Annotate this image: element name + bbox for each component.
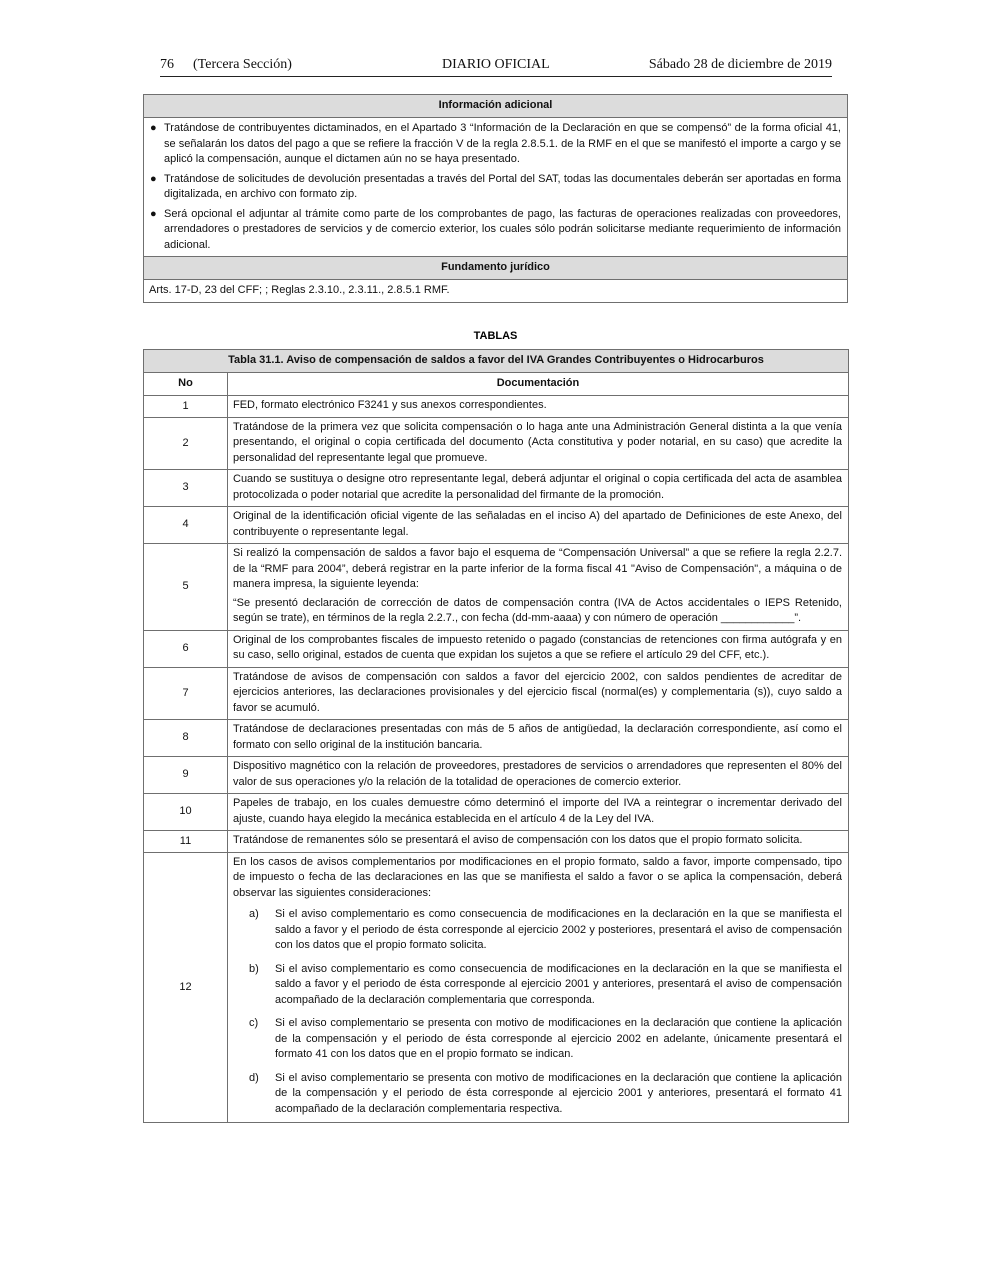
- sub-item-letter: b): [249, 962, 259, 975]
- table-row: [144, 470, 849, 507]
- info-heading: Información adicional: [144, 95, 848, 118]
- row-paragraph: Si realizó la compensación de saldos a favor bajo el esquema de “Compensación Universal” a que se refiere la regla 2.2.7. de la “RMF para 2004”, deberá registrar en la parte inferior de la forma fiscal 41 "Aviso de Compensación", a máquina o de manera impresa, la siguiente leyenda:: [233, 547, 842, 590]
- info-bullet: [150, 207, 841, 254]
- table-row: [144, 507, 849, 544]
- table-body: [144, 396, 849, 853]
- row-documentation: [228, 720, 849, 757]
- row-documentation: [228, 507, 849, 544]
- table-row: [144, 667, 849, 720]
- row-paragraph: “Se presentó declaración de corrección de datos de compensación contra (IVA de Actos accidentales o IEPS Retenido, según se trate), en términos de la regla 2.2.7., con fecha (dd-mm-aaaa) y con número de operación ____________”.: [233, 596, 842, 624]
- sub-item-text: Si el aviso complementario se presenta con motivo de modificaciones en la declaración que contiene la aplicación de la compensación y el periodo de ésta corresponde al ejercicio 2002 en adelante, únicamente presentará el formato 41 con los datos que en el propio formato se indican.: [275, 1017, 842, 1060]
- sub-item: [233, 907, 842, 954]
- section-label: (Tercera Sección): [193, 57, 292, 72]
- row-documentation: [228, 667, 849, 720]
- table-row: [144, 720, 849, 757]
- row-paragraph: Cuando se sustituya o designe otro representante legal, deberá adjuntar el original o copia certificada del acta de asamblea protocolizada o poder notarial que acredite la personalidad del firmante de la promoción.: [233, 473, 842, 501]
- sub-item-letter: d): [249, 1071, 259, 1084]
- row-paragraph: En los casos de avisos complementarios por modificaciones en el propio formato, saldo a favor, importe compensado, tipo de impuesto o fecha de las declaraciones en las que se manifiesta el saldo a favor o se aplica la compensación, deberá observar las siguientes consideraciones:: [233, 855, 842, 899]
- row-paragraph: Original de la identificación oficial vigente de las señaladas en el inciso A) del apartado de Definiciones de este Anexo, del contribuyente o representante legal.: [233, 510, 842, 538]
- row-documentation: [228, 470, 849, 507]
- row-paragraph: Papeles de trabajo, en los cuales demuestre cómo determinó el importe del IVA a reintegrar o incrementar derivado del ajuste, cuando haya elegido la mecánica establecida en el artículo 4 de la Ley del IVA.: [233, 797, 842, 825]
- row-paragraph: Dispositivo magnético con la relación de proveedores, prestadores de servicios o arrendadores que representen el 80% del valor de sus operaciones y/o la relación de la totalidad de operaciones de comercio exterior.: [233, 760, 842, 788]
- row-number: 3: [144, 470, 228, 507]
- bullet-text: Será opcional el adjuntar al trámite como parte de los comprobantes de pago, las facturas de operaciones realizadas con proveedores, arrendadores o prestadores de servicios y de comercio exterior, los cuales sólo podrán solicitarse mediante requerimiento de información adicional.: [164, 207, 841, 251]
- sub-item-text: Si el aviso complementario es como consecuencia de modificaciones en la declaración en la que se manifiesta el saldo a favor y el periodo de ésta corresponde al ejercicio 2002 y posteriores, presentará el aviso de compensación con los datos que el propio formato solicita.: [275, 908, 842, 951]
- row-paragraph: Tratándose de remanentes sólo se presentará el aviso de compensación con los datos que el propio formato solicita.: [233, 834, 803, 846]
- row-paragraph: Tratándose de avisos de compensación con saldos a favor del ejercicio 2002, con saldos pendientes de acreditar de ejercicios anteriores, las declaraciones provisionales y del ejercicio fiscal (normal(es) y complementaria (s)), cuyo saldo a favor se acumuló.: [233, 670, 842, 714]
- bullet-icon: ●: [150, 207, 157, 220]
- page-header: [160, 57, 832, 77]
- row-number: 12: [144, 852, 228, 1123]
- table-row: [144, 831, 849, 853]
- row-paragraph: Tratándose de declaraciones presentadas con más de 5 años de antigüedad, la declaración correspondiente, así como el formato con sello original de la institución bancaria.: [233, 723, 842, 751]
- table-row: [144, 417, 849, 470]
- table-row: [144, 757, 849, 794]
- publication-date: Sábado 28 de diciembre de 2019: [648, 57, 832, 72]
- table-row: [144, 630, 849, 667]
- compensation-table: [143, 349, 849, 1123]
- row-paragraph: Original de los comprobantes fiscales de impuesto retenido o pagado (constancias de retenciones con firma autógrafa y en su caso, sello original, estados de cuenta que expidan los sujetos a que se refiere el artículo 29 del CFF, etc.).: [233, 633, 842, 661]
- tables-title: TABLAS: [473, 330, 518, 342]
- table-row: [144, 544, 849, 631]
- bullet-text: Tratándose de solicitudes de devolución presentadas a través del Portal del SAT, todas las documentales deberán ser aportadas en forma digitalizada, en archivo con formato zip.: [164, 172, 841, 200]
- legal-text: Arts. 17-D, 23 del CFF; ; Reglas 2.3.10., 2.3.11., 2.8.5.1 RMF.: [144, 280, 848, 303]
- row-documentation: [228, 544, 849, 631]
- table-row: [144, 794, 849, 831]
- column-header-documentation: Documentación: [228, 373, 849, 396]
- sub-item: [233, 1071, 842, 1118]
- row-documentation: [228, 794, 849, 831]
- bullet-text: Tratándose de contribuyentes dictaminados, en el Apartado 3 “Información de la Declaración en que se compensó” de la forma oficial 41, se señalarán los datos del pago a que se refiere la fracción V de la regla 2.8.5.1. de la RMF en el que se manifestó el importe a cargo y se aplicó la compensación, aunque el dictamen aún no se haya presentado.: [164, 122, 841, 165]
- row-documentation: [228, 852, 849, 1123]
- row-paragraph: Tratándose de la primera vez que solicita compensación o lo haga ante una Administración General distinta a la que venía presentando, el original o copia certificada del documento (Acta constitutiva y poder notarial, en su caso) que acredite la personalidad del representante legal que promueve.: [233, 420, 842, 464]
- sub-item-text: Si el aviso complementario es como consecuencia de modificaciones en la declaración en la que se manifiesta el saldo a favor y el periodo de ésta corresponde al ejercicio 2001 y anteriores, presentará el aviso de compensación acompañado de la declaración complementaria que corresponda.: [275, 962, 842, 1006]
- row-number: 5: [144, 544, 228, 631]
- row-number: 11: [144, 831, 228, 853]
- column-header-no: No: [144, 373, 228, 396]
- table-title: Tabla 31.1. Aviso de compensación de saldos a favor del IVA Grandes Contribuyentes o Hidrocarburos: [144, 350, 849, 373]
- info-bullet: [150, 121, 841, 168]
- bullet-icon: ●: [150, 172, 157, 185]
- row-number: 1: [144, 396, 228, 418]
- row-documentation: [228, 831, 849, 853]
- row-documentation: [228, 757, 849, 794]
- row-paragraph: FED, formato electrónico F3241 y sus anexos correspondientes.: [233, 399, 547, 411]
- legal-heading: Fundamento jurídico: [144, 257, 848, 280]
- row-number: 9: [144, 757, 228, 794]
- row-number: 6: [144, 630, 228, 667]
- sub-item-letter: c): [249, 1017, 259, 1029]
- additional-info-table: [143, 94, 848, 303]
- row-number: 4: [144, 507, 228, 544]
- row-number: 7: [144, 667, 228, 720]
- header-rule: [160, 76, 832, 77]
- bullet-icon: ●: [150, 122, 157, 134]
- sub-item: [233, 1016, 842, 1063]
- sub-item: [233, 962, 842, 1009]
- row-documentation: [228, 630, 849, 667]
- table-row: [144, 852, 849, 1123]
- sub-item-text: Si el aviso complementario se presenta con motivo de modificaciones en la declaración que contiene la aplicación de la compensación y el periodo de ésta corresponde al ejercicio 2001 y anteriores, presentará el formato 41 acompañado de la declaración complementaria respectiva.: [275, 1071, 842, 1115]
- sub-item-letter: a): [249, 908, 259, 920]
- row-documentation: [228, 417, 849, 470]
- info-bullets: [144, 118, 848, 257]
- row-documentation: [228, 396, 849, 418]
- info-bullet: [150, 172, 841, 203]
- table-row: [144, 396, 849, 418]
- row-number: 8: [144, 720, 228, 757]
- page-number: 76: [160, 57, 174, 72]
- row-number: 2: [144, 417, 228, 470]
- row-number: 10: [144, 794, 228, 831]
- publication-title: DIARIO OFICIAL: [442, 57, 550, 72]
